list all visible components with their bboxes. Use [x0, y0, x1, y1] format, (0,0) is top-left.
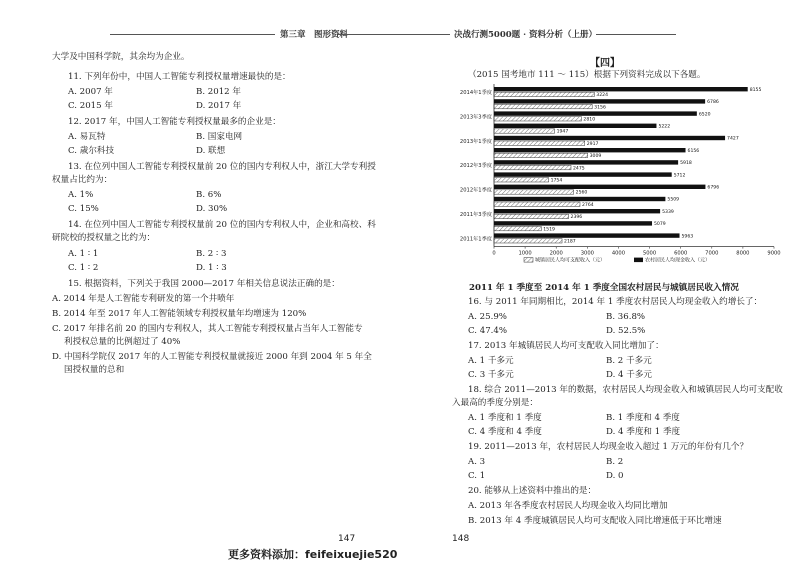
q15-option-d-cont: 国授权量的总和 — [64, 365, 125, 375]
section-intro: （2015 国考地市 111 ～ 115）根据下列资料完成以下各题。 — [468, 70, 706, 80]
data-label: 6796 — [707, 185, 720, 191]
bar-rural — [494, 197, 665, 201]
x-tick-label: 4000 — [611, 250, 626, 257]
header-rule — [338, 34, 400, 35]
category-label: 2011年3季度 — [459, 212, 492, 218]
bar-rural — [494, 233, 680, 237]
bar-urban — [494, 202, 580, 206]
x-tick-label: 0 — [492, 250, 496, 257]
x-tick-label: 9000 — [767, 250, 781, 257]
q12-option-a: A. 易瓦特 — [68, 132, 106, 142]
data-label: 5509 — [667, 197, 680, 203]
legend-swatch-urban — [524, 258, 533, 263]
bar-urban — [494, 190, 574, 194]
q16-option-c: C. 47.4% — [468, 326, 508, 336]
x-tick-label: 6000 — [674, 250, 688, 257]
category-label: 2013年1季度 — [459, 138, 492, 145]
bar-urban — [494, 239, 562, 243]
data-label: 5918 — [680, 161, 692, 167]
bar-urban — [494, 129, 555, 133]
section-title: 【四】 — [590, 58, 620, 69]
q16-option-b: B. 36.8% — [606, 312, 646, 322]
question-17: 17. 2013 年城镇居民人均可支配收入同比增加了： — [468, 341, 664, 351]
x-tick-label: 3000 — [580, 250, 594, 257]
data-label: 8155 — [749, 87, 762, 93]
q13-option-c: C. 15% — [68, 204, 99, 214]
data-label: 3009 — [589, 154, 602, 160]
question-12: 12. 2017 年，中国人工智能专利授权量最多的企业是： — [68, 117, 281, 127]
bar-rural — [494, 185, 705, 189]
data-label: 2917 — [586, 141, 599, 147]
data-label: 7427 — [727, 136, 739, 142]
q17-option-a: A. 1 千多元 — [468, 356, 514, 366]
data-label: 1947 — [556, 129, 569, 135]
q15-option-d: D. 中国科学院仅 2017 年的人工智能专利授权量就接近 2000 年到 2004 年 5 年全 — [52, 352, 372, 362]
q16-option-d: D. 52.5% — [606, 326, 646, 336]
q15-option-c: C. 2017 年排名前 20 的国内专利权人，其人工智能专利授权量占当年人工智能专 — [52, 324, 363, 334]
q11-option-a: A. 2007 年 — [68, 87, 113, 97]
q15-option-c-cont: 利授权总量的比例超过了 40% — [64, 337, 181, 347]
text-line: 大学及中国科学院，其余均为企业。 — [52, 52, 190, 62]
q19-option-a: A. 3 — [468, 457, 486, 467]
data-label: 5963 — [681, 234, 694, 240]
data-label: 6786 — [707, 100, 719, 106]
x-tick-label: 2000 — [549, 250, 563, 257]
bar-urban — [494, 178, 549, 182]
bar-rural — [494, 172, 672, 176]
bar-urban — [494, 117, 581, 121]
q18-option-b: B. 1 季度和 4 季度 — [606, 413, 680, 423]
data-label: 3156 — [594, 105, 606, 111]
page-number: 148 — [452, 534, 470, 544]
data-label: 2810 — [583, 117, 596, 123]
data-label: 6520 — [698, 112, 711, 118]
q19-option-b: B. 2 — [606, 457, 624, 467]
bar-rural — [494, 124, 656, 128]
q18-option-a: A. 1 季度和 1 季度 — [468, 413, 542, 423]
data-label: 3224 — [596, 93, 609, 99]
q20-option-b: B. 2013 年 4 季度城镇居民人均可支配收入同比增速低于环比增速 — [468, 516, 722, 526]
x-tick-label: 1000 — [518, 250, 532, 257]
bar-urban — [494, 226, 541, 230]
bar-urban — [494, 92, 594, 96]
question-13: 13. 在位列中国人工智能专利授权量前 20 位的国内专利权人中，浙江大学专利授 — [68, 162, 376, 172]
category-label: 2012年1季度 — [459, 187, 492, 194]
bar-urban — [494, 153, 588, 157]
data-label: 1519 — [543, 227, 555, 233]
data-label: 2475 — [573, 166, 585, 172]
header-rule — [400, 34, 450, 35]
q18-option-c: C. 4 季度和 4 季度 — [468, 427, 542, 437]
legend-label-rural: 农村居民人均现金收入（元） — [645, 257, 711, 264]
q14-option-c: C. 1 ∶ 2 — [68, 263, 99, 273]
question-20: 20. 能够从上述资料中推出的是： — [468, 486, 597, 496]
q17-option-b: B. 2 千多元 — [606, 356, 652, 366]
question-14: 14. 在位列中国人工智能专利授权量前 20 位的国内专利权人中，企业和高校、科 — [68, 220, 376, 230]
category-label: 2014年1季度 — [459, 90, 492, 96]
q19-option-d: D. 0 — [606, 471, 624, 481]
q20-option-a: A. 2013 年各季度农村居民人均现金收入均同比增加 — [468, 501, 668, 511]
data-label: 5222 — [658, 124, 671, 130]
data-label: 2187 — [564, 239, 576, 245]
data-label: 6156 — [687, 148, 700, 154]
q12-option-b: B. 国家电网 — [196, 132, 243, 142]
question-14-cont: 研院校的授权量之比约为： — [52, 233, 156, 243]
category-label: 2011年1季度 — [459, 236, 492, 243]
bar-rural — [494, 221, 652, 225]
question-11: 11. 下列年份中，中国人工智能专利授权量增速最快的是： — [68, 72, 291, 82]
question-13-cont: 权量占比约为： — [52, 175, 113, 185]
category-label: 2012年3季度 — [459, 163, 492, 170]
chart-title: 2011 年 1 季度至 2014 年 1 季度全国农村居民与城镇居民收入情况 — [469, 283, 739, 293]
bar-rural — [494, 136, 725, 140]
bar-rural — [494, 99, 705, 103]
q11-option-c: C. 2015 年 — [68, 101, 113, 111]
data-label: 5079 — [654, 222, 666, 228]
q12-option-c: C. 歳尔科技 — [68, 146, 115, 156]
footer-promo: 更多资料添加：feifeixuejie520 — [228, 548, 398, 561]
bar-urban — [494, 104, 592, 108]
question-18-cont: 入最高的季度分别是： — [452, 398, 538, 408]
bar-urban — [494, 141, 585, 145]
category-label: 2013年3季度 — [459, 114, 492, 121]
bar-rural — [494, 87, 748, 91]
legend-label-urban: 城镇居民人均可支配收入（元） — [535, 257, 606, 264]
q15-option-b: B. 2014 年至 2017 年人工智能领域专利授权量年均增速为 120% — [52, 309, 307, 319]
x-tick-label: 7000 — [705, 250, 719, 257]
q14-option-d: D. 1 ∶ 3 — [196, 263, 227, 273]
q15-option-a: A. 2014 年是人工智能专利研发的第一个井喷年 — [52, 294, 235, 304]
q14-option-a: A. 1 ∶ 1 — [68, 249, 99, 259]
question-15: 15. 根据资料，下列关于我国 2000—2017 年相关信息说法正确的是： — [68, 279, 340, 289]
bar-rural — [494, 111, 697, 115]
right-page — [400, 0, 800, 566]
x-tick-label: 8000 — [736, 250, 750, 257]
q14-option-b: B. 2 ∶ 3 — [196, 249, 227, 259]
data-label: 2764 — [581, 202, 594, 208]
header-rule — [596, 34, 676, 35]
data-label: 5339 — [662, 209, 674, 215]
data-label: 1754 — [550, 178, 563, 184]
q13-option-a: A. 1% — [68, 190, 94, 200]
q11-option-d: D. 2017 年 — [196, 101, 242, 111]
bar-urban — [494, 214, 569, 218]
question-16: 16. 与 2011 年同期相比，2014 年 1 季度农村居民人均现金收入约增长了： — [468, 297, 763, 307]
q17-option-d: D. 4 千多元 — [606, 370, 653, 380]
data-label: 2396 — [570, 215, 583, 221]
q19-option-c: C. 1 — [468, 471, 486, 481]
bar-rural — [494, 148, 686, 152]
data-label: 2560 — [575, 190, 588, 196]
header-rule — [110, 34, 275, 35]
q17-option-c: C. 3 千多元 — [468, 370, 514, 380]
bar-rural — [494, 160, 678, 164]
x-tick-label: 5000 — [642, 250, 657, 257]
left-header: 第三章 图形资料 — [280, 30, 349, 40]
q12-option-d: D. 联想 — [196, 146, 226, 156]
legend-swatch-rural — [634, 258, 643, 263]
page-number: 147 — [338, 534, 356, 544]
income-bar-chart — [444, 82, 784, 274]
q13-option-b: B. 6% — [196, 190, 222, 200]
q16-option-a: A. 25.9% — [468, 312, 507, 322]
q13-option-d: D. 30% — [196, 204, 228, 214]
question-18: 18. 综合 2011—2013 年的数据，农村居民人均现金收入和城镇居民人均可支配收 — [468, 385, 783, 395]
q18-option-d: D. 4 季度和 1 季度 — [606, 427, 681, 437]
question-19: 19. 2011—2013 年，农村居民人均现金收入超过 1 万元的年份有几个？ — [468, 442, 749, 452]
q11-option-b: B. 2012 年 — [196, 87, 241, 97]
bar-urban — [494, 165, 571, 169]
data-label: 5712 — [673, 173, 686, 179]
bar-rural — [494, 209, 660, 213]
right-header: 决战行测5000题 · 资料分析（上册） — [454, 30, 598, 40]
